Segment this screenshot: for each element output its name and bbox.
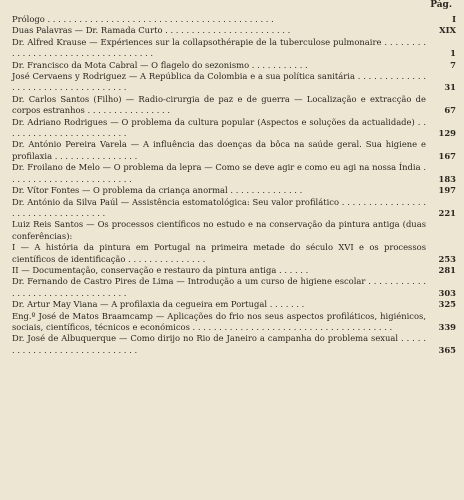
toc-entry	[12, 25, 456, 36]
toc-entry	[12, 60, 456, 71]
toc-entry-title: Dr. Adriano Rodrigues — O problema da cultura popular (Aspectos e soluções da actualidade) . . . . . . . . . . . . . . . . . . . . . . . .	[12, 116, 426, 139]
toc-entry-title: Eng.º José de Matos Braamcamp — Aplicações do frio nos seus aspectos profiláticos, higiénicos, sociais, científicos, técnicos e económicos . . . . . . . . . . . . . . . . . . . . . . . . . . . . . . . . . . . . . .	[12, 310, 426, 332]
toc-entry-page: 129	[438, 128, 456, 139]
toc-entry-page: 183	[438, 173, 456, 184]
toc-entry	[12, 162, 456, 185]
toc-entry-page: 365	[438, 344, 456, 355]
toc-entry	[12, 185, 456, 196]
toc-entry	[12, 14, 456, 25]
table-of-contents	[12, 14, 456, 356]
toc-entry-page: 221	[438, 207, 456, 218]
toc-entry-title: Luiz Reis Santos — Os processos científicos no estudo e na conservação da pintura antiga (duas conferências):	[12, 219, 426, 241]
toc-entry	[12, 299, 456, 310]
toc-entry	[12, 94, 456, 117]
toc-entry	[12, 333, 456, 356]
toc-entry	[12, 219, 456, 242]
toc-entry-page: 303	[438, 287, 456, 298]
toc-entry-page: 31	[444, 82, 456, 93]
toc-entry-page: 339	[438, 321, 456, 332]
toc-entry	[12, 242, 456, 265]
toc-entry-title: Dr. Carlos Santos (Filho) — Radio-cirurgia de paz e de guerra — Localização e extracção de corpos estranhos . . . . . . . . . . . . . . . .	[12, 93, 426, 116]
toc-entry-title: Prólogo . . . . . . . . . . . . . . . . . . . . . . . . . . . . . . . . . . . . . . . . . . .	[12, 14, 274, 24]
toc-entry	[12, 71, 456, 94]
toc-entry-page: I	[452, 14, 456, 24]
toc-entry-title: Duas Palavras — Dr. Ramada Curto . . . . . . . . . . . . . . . . . . . . . . . .	[12, 25, 291, 36]
toc-entry	[12, 276, 456, 299]
toc-entry	[12, 311, 456, 334]
toc-entry-page: 281	[438, 264, 456, 275]
toc-entry-page: 197	[438, 185, 456, 196]
toc-entry-page: 325	[438, 299, 456, 310]
toc-entry-title: Dr. Alfred Krause — Expériences sur la collapsothérapie de la tuberculose pulmonaire . . . . . . . . . . . . . . . . . . . . . . . . . . . . . . . . . . .	[12, 36, 426, 59]
toc-entry-page: 67	[444, 105, 456, 116]
toc-entry	[12, 139, 456, 162]
toc-entry	[12, 117, 456, 140]
toc-entry-page: XIX	[439, 25, 456, 36]
toc-entry-page: 1	[450, 48, 456, 59]
toc-entry-title: Dr. Artur May Viana — A profilaxia da cegueira em Portugal . . . . . . .	[12, 299, 305, 310]
toc-entry-title: Dr. José de Albuquerque — Como dirijo no Rio de Janeiro a campanha do problema sexual . . . . . . . . . . . . . . . . . . . . . . . . . . . . .	[12, 333, 426, 355]
toc-entry-title: Dr. António Pereira Varela — A influência das doenças da bôca na saúde geral. Sua higiene e profilaxia . . . . . . . . . . . . . . . .	[12, 139, 426, 161]
toc-entry-title: II — Documentação, conservação e restauro da pintura antiga . . . . . .	[12, 264, 309, 275]
toc-entry-title: Dr. Fernando de Castro Pires de Lima — Introdução a um curso de higiene escolar . . . . . . . . . . . . . . . . . . . . . . . . . . . . . . . . .	[12, 276, 426, 298]
toc-entry-title: José Cervaens y Rodriguez — A República da Colombia e a sua política sanitária . . . . . . . . . . . . . . . . . . . . . . . . . . . . . . . . . . .	[12, 71, 426, 93]
toc-entry	[12, 197, 456, 220]
toc-entry	[12, 37, 456, 60]
toc-entry-title: Dr. Froilano de Melo — O problema da lepra — Como se deve agir e como eu agi na nossa Índia . . . . . . . . . . . . . . . . . . . . . . . .	[12, 162, 426, 184]
toc-entry-page: 167	[438, 150, 456, 161]
page-column-header: Pág.	[430, 0, 452, 10]
toc-entry-page: 7	[450, 59, 456, 70]
toc-entry-title: Dr. Francisco da Mota Cabral — O flagelo do sezonismo . . . . . . . . . . .	[12, 59, 308, 70]
toc-entry-title: Dr. Vítor Fontes — O problema da criança anormal . . . . . . . . . . . . . .	[12, 185, 303, 196]
toc-entry	[12, 265, 456, 276]
toc-entry-title: Dr. António da Silva Paúl — Assistência estomatológica: Seu valor profilático . . . . . . . . . . . . . . . . . . . . . . . . . . . . . . . . . .	[12, 196, 426, 218]
toc-entry-title: I — A história da pintura em Portugal na primeira metade do século XVI e os processos científicos de identificação . . . . . . . . . . . . . . .	[12, 242, 426, 264]
toc-entry-page: 253	[438, 253, 456, 264]
